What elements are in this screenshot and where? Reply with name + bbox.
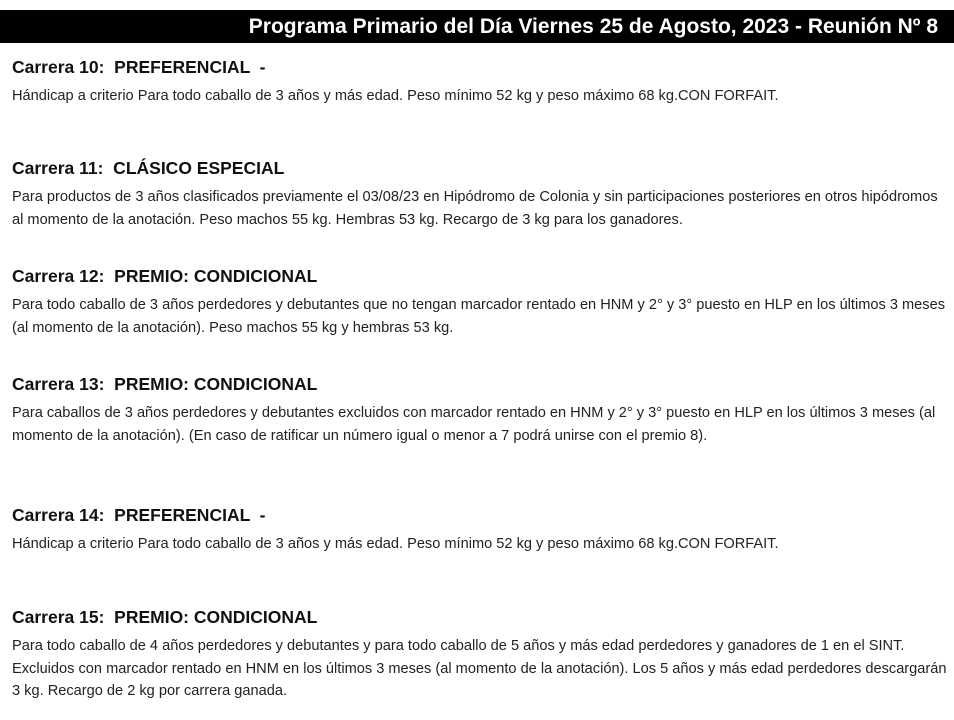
race-description: Hándicap a criterio Para todo caballo de 3 años y más edad. Peso mínimo 52 kg y peso máximo 68 kg.CON FORFAIT. — [12, 88, 779, 104]
race-title: Carrera 11: CLÁSICO ESPECIAL — [12, 158, 285, 178]
race-title: Carrera 10: PREFERENCIAL - — [12, 57, 266, 77]
race-title: Carrera 12: PREMIO: CONDICIONAL — [12, 266, 318, 286]
race-description: Para todo caballo de 3 años perdedores y debutantes que no tengan marcador rentado en HNM y 2° y 3° puesto en HLP en los últimos 3 meses (al momento de la anotación). Peso machos 55 kg y hembras 53 kg. — [12, 297, 946, 336]
race-description: Para todo caballo de 4 años perdedores y debutantes y para todo caballo de 5 años y más edad perdedores y ganadores de 1 en el SINT. Excluidos con marcador rentado en HNM en los últimos 3 meses (al momento de la anotación). Los 5 años y más edad perdedores descargarán 3 kg. Recargo de 2 kg por carrera ganada. — [12, 638, 947, 699]
program-title: Programa Primario del Día Viernes 25 de Agosto, 2023 - Reunión Nº 8 — [248, 15, 938, 38]
race-block-13 — [12, 373, 952, 447]
race-block-15 — [12, 606, 952, 703]
race-block-11 — [12, 157, 952, 231]
race-block-12 — [12, 265, 952, 339]
program-header — [0, 10, 954, 43]
race-title: Carrera 15: PREMIO: CONDICIONAL — [12, 607, 318, 627]
race-description: Para productos de 3 años clasificados previamente el 03/08/23 en Hipódromo de Colonia y sin participaciones posteriores en otros hipódromos al momento de la anotación. Peso machos 55 kg. Hembras 53 kg. Recargo de 3 kg para los ganadores. — [12, 189, 938, 228]
race-block-14 — [12, 504, 952, 556]
race-title: Carrera 14: PREFERENCIAL - — [12, 505, 266, 525]
race-title: Carrera 13: PREMIO: CONDICIONAL — [12, 374, 318, 394]
race-block-10 — [12, 56, 952, 108]
race-description: Para caballos de 3 años perdedores y debutantes excluidos con marcador rentado en HNM y 2° y 3° puesto en HLP en los últimos 3 meses (al momento de la anotación). (En caso de ratificar un número igual o menor a 7 podrá unirse con el premio 8). — [12, 405, 936, 444]
race-description: Hándicap a criterio Para todo caballo de 3 años y más edad. Peso mínimo 52 kg y peso máximo 68 kg.CON FORFAIT. — [12, 536, 779, 552]
